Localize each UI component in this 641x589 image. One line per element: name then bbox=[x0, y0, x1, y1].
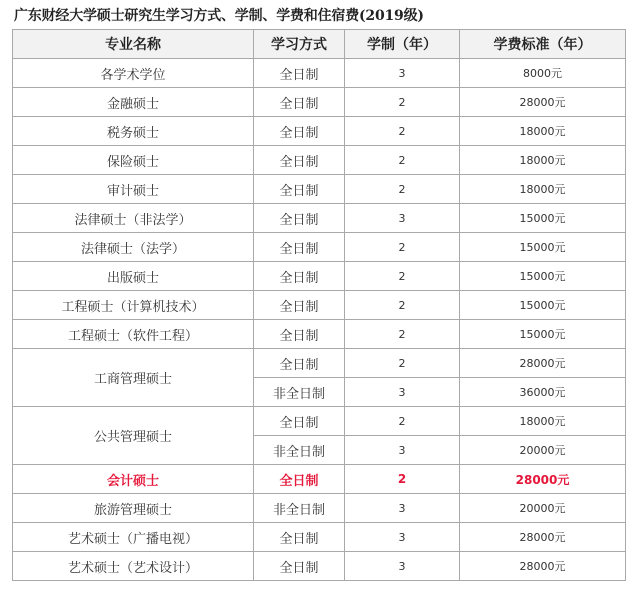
study-mode-cell: 全日制 bbox=[254, 407, 345, 436]
duration-cell: 2 bbox=[345, 320, 460, 349]
program-name-cell: 艺术硕士（艺术设计） bbox=[13, 552, 254, 581]
tuition-cell: 15000元 bbox=[460, 262, 626, 291]
table-row bbox=[13, 494, 626, 523]
study-mode-cell: 全日制 bbox=[254, 552, 345, 581]
program-name-cell: 各学术学位 bbox=[13, 59, 254, 88]
program-name-cell: 工程硕士（计算机技术） bbox=[13, 291, 254, 320]
tuition-cell: 28000元 bbox=[460, 523, 626, 552]
program-name-cell: 公共管理硕士 bbox=[13, 407, 254, 465]
table-row bbox=[13, 407, 626, 436]
study-mode-cell: 全日制 bbox=[254, 59, 345, 88]
table-row bbox=[13, 320, 626, 349]
duration-cell: 2 bbox=[345, 407, 460, 436]
tuition-cell: 20000元 bbox=[460, 494, 626, 523]
duration-cell: 3 bbox=[345, 59, 460, 88]
duration-cell: 2 bbox=[345, 146, 460, 175]
duration-cell: 2 bbox=[345, 465, 460, 494]
duration-cell: 2 bbox=[345, 233, 460, 262]
study-mode-cell: 全日制 bbox=[254, 204, 345, 233]
duration-cell: 3 bbox=[345, 494, 460, 523]
program-name-cell: 艺术硕士（广播电视） bbox=[13, 523, 254, 552]
duration-cell: 2 bbox=[345, 262, 460, 291]
study-mode-cell: 全日制 bbox=[254, 88, 345, 117]
duration-cell: 2 bbox=[345, 291, 460, 320]
table-body bbox=[13, 59, 626, 581]
program-name-cell: 法律硕士（法学） bbox=[13, 233, 254, 262]
study-mode-cell: 全日制 bbox=[254, 175, 345, 204]
tuition-cell: 8000元 bbox=[460, 59, 626, 88]
tuition-cell: 28000元 bbox=[460, 465, 626, 494]
program-name-cell: 旅游管理硕士 bbox=[13, 494, 254, 523]
program-name-cell: 审计硕士 bbox=[13, 175, 254, 204]
table-row bbox=[13, 233, 626, 262]
study-mode-cell: 全日制 bbox=[254, 465, 345, 494]
table-row bbox=[13, 552, 626, 581]
program-name-cell: 保险硕士 bbox=[13, 146, 254, 175]
duration-cell: 2 bbox=[345, 88, 460, 117]
tuition-table bbox=[12, 29, 626, 581]
header-tuition: 学费标准（年） bbox=[460, 30, 626, 59]
duration-cell: 3 bbox=[345, 204, 460, 233]
table-row bbox=[13, 175, 626, 204]
table-row bbox=[13, 117, 626, 146]
header-program-name: 专业名称 bbox=[13, 30, 254, 59]
program-name-cell: 金融硕士 bbox=[13, 88, 254, 117]
duration-cell: 3 bbox=[345, 523, 460, 552]
tuition-cell: 15000元 bbox=[460, 291, 626, 320]
tuition-cell: 18000元 bbox=[460, 146, 626, 175]
tuition-cell: 18000元 bbox=[460, 407, 626, 436]
tuition-cell: 36000元 bbox=[460, 378, 626, 407]
study-mode-cell: 全日制 bbox=[254, 291, 345, 320]
table-row bbox=[13, 523, 626, 552]
tuition-cell: 18000元 bbox=[460, 175, 626, 204]
table-row bbox=[13, 204, 626, 233]
program-name-cell: 会计硕士 bbox=[13, 465, 254, 494]
study-mode-cell: 全日制 bbox=[254, 320, 345, 349]
tuition-cell: 28000元 bbox=[460, 552, 626, 581]
study-mode-cell: 全日制 bbox=[254, 233, 345, 262]
table-row bbox=[13, 291, 626, 320]
study-mode-cell: 非全日制 bbox=[254, 378, 345, 407]
duration-cell: 3 bbox=[345, 436, 460, 465]
duration-cell: 3 bbox=[345, 552, 460, 581]
program-name-cell: 税务硕士 bbox=[13, 117, 254, 146]
table-row bbox=[13, 349, 626, 378]
table-row bbox=[13, 88, 626, 117]
header-study-mode: 学习方式 bbox=[254, 30, 345, 59]
tuition-cell: 18000元 bbox=[460, 117, 626, 146]
duration-cell: 2 bbox=[345, 349, 460, 378]
study-mode-cell: 全日制 bbox=[254, 117, 345, 146]
study-mode-cell: 全日制 bbox=[254, 523, 345, 552]
table-row bbox=[13, 146, 626, 175]
table-row bbox=[13, 465, 626, 494]
duration-cell: 2 bbox=[345, 117, 460, 146]
tuition-cell: 28000元 bbox=[460, 88, 626, 117]
header-duration: 学制（年） bbox=[345, 30, 460, 59]
program-name-cell: 工程硕士（软件工程） bbox=[13, 320, 254, 349]
tuition-cell: 15000元 bbox=[460, 233, 626, 262]
table-header-row bbox=[13, 30, 626, 59]
duration-cell: 3 bbox=[345, 378, 460, 407]
program-name-cell: 工商管理硕士 bbox=[13, 349, 254, 407]
study-mode-cell: 非全日制 bbox=[254, 436, 345, 465]
program-name-cell: 法律硕士（非法学） bbox=[13, 204, 254, 233]
study-mode-cell: 全日制 bbox=[254, 262, 345, 291]
study-mode-cell: 全日制 bbox=[254, 349, 345, 378]
study-mode-cell: 全日制 bbox=[254, 146, 345, 175]
duration-cell: 2 bbox=[345, 175, 460, 204]
table-row bbox=[13, 59, 626, 88]
tuition-cell: 20000元 bbox=[460, 436, 626, 465]
table-row bbox=[13, 262, 626, 291]
tuition-cell: 15000元 bbox=[460, 320, 626, 349]
tuition-cell: 15000元 bbox=[460, 204, 626, 233]
study-mode-cell: 非全日制 bbox=[254, 494, 345, 523]
program-name-cell: 出版硕士 bbox=[13, 262, 254, 291]
tuition-cell: 28000元 bbox=[460, 349, 626, 378]
page-title: 广东财经大学硕士研究生学习方式、学制、学费和住宿费(2019级) bbox=[14, 8, 424, 24]
